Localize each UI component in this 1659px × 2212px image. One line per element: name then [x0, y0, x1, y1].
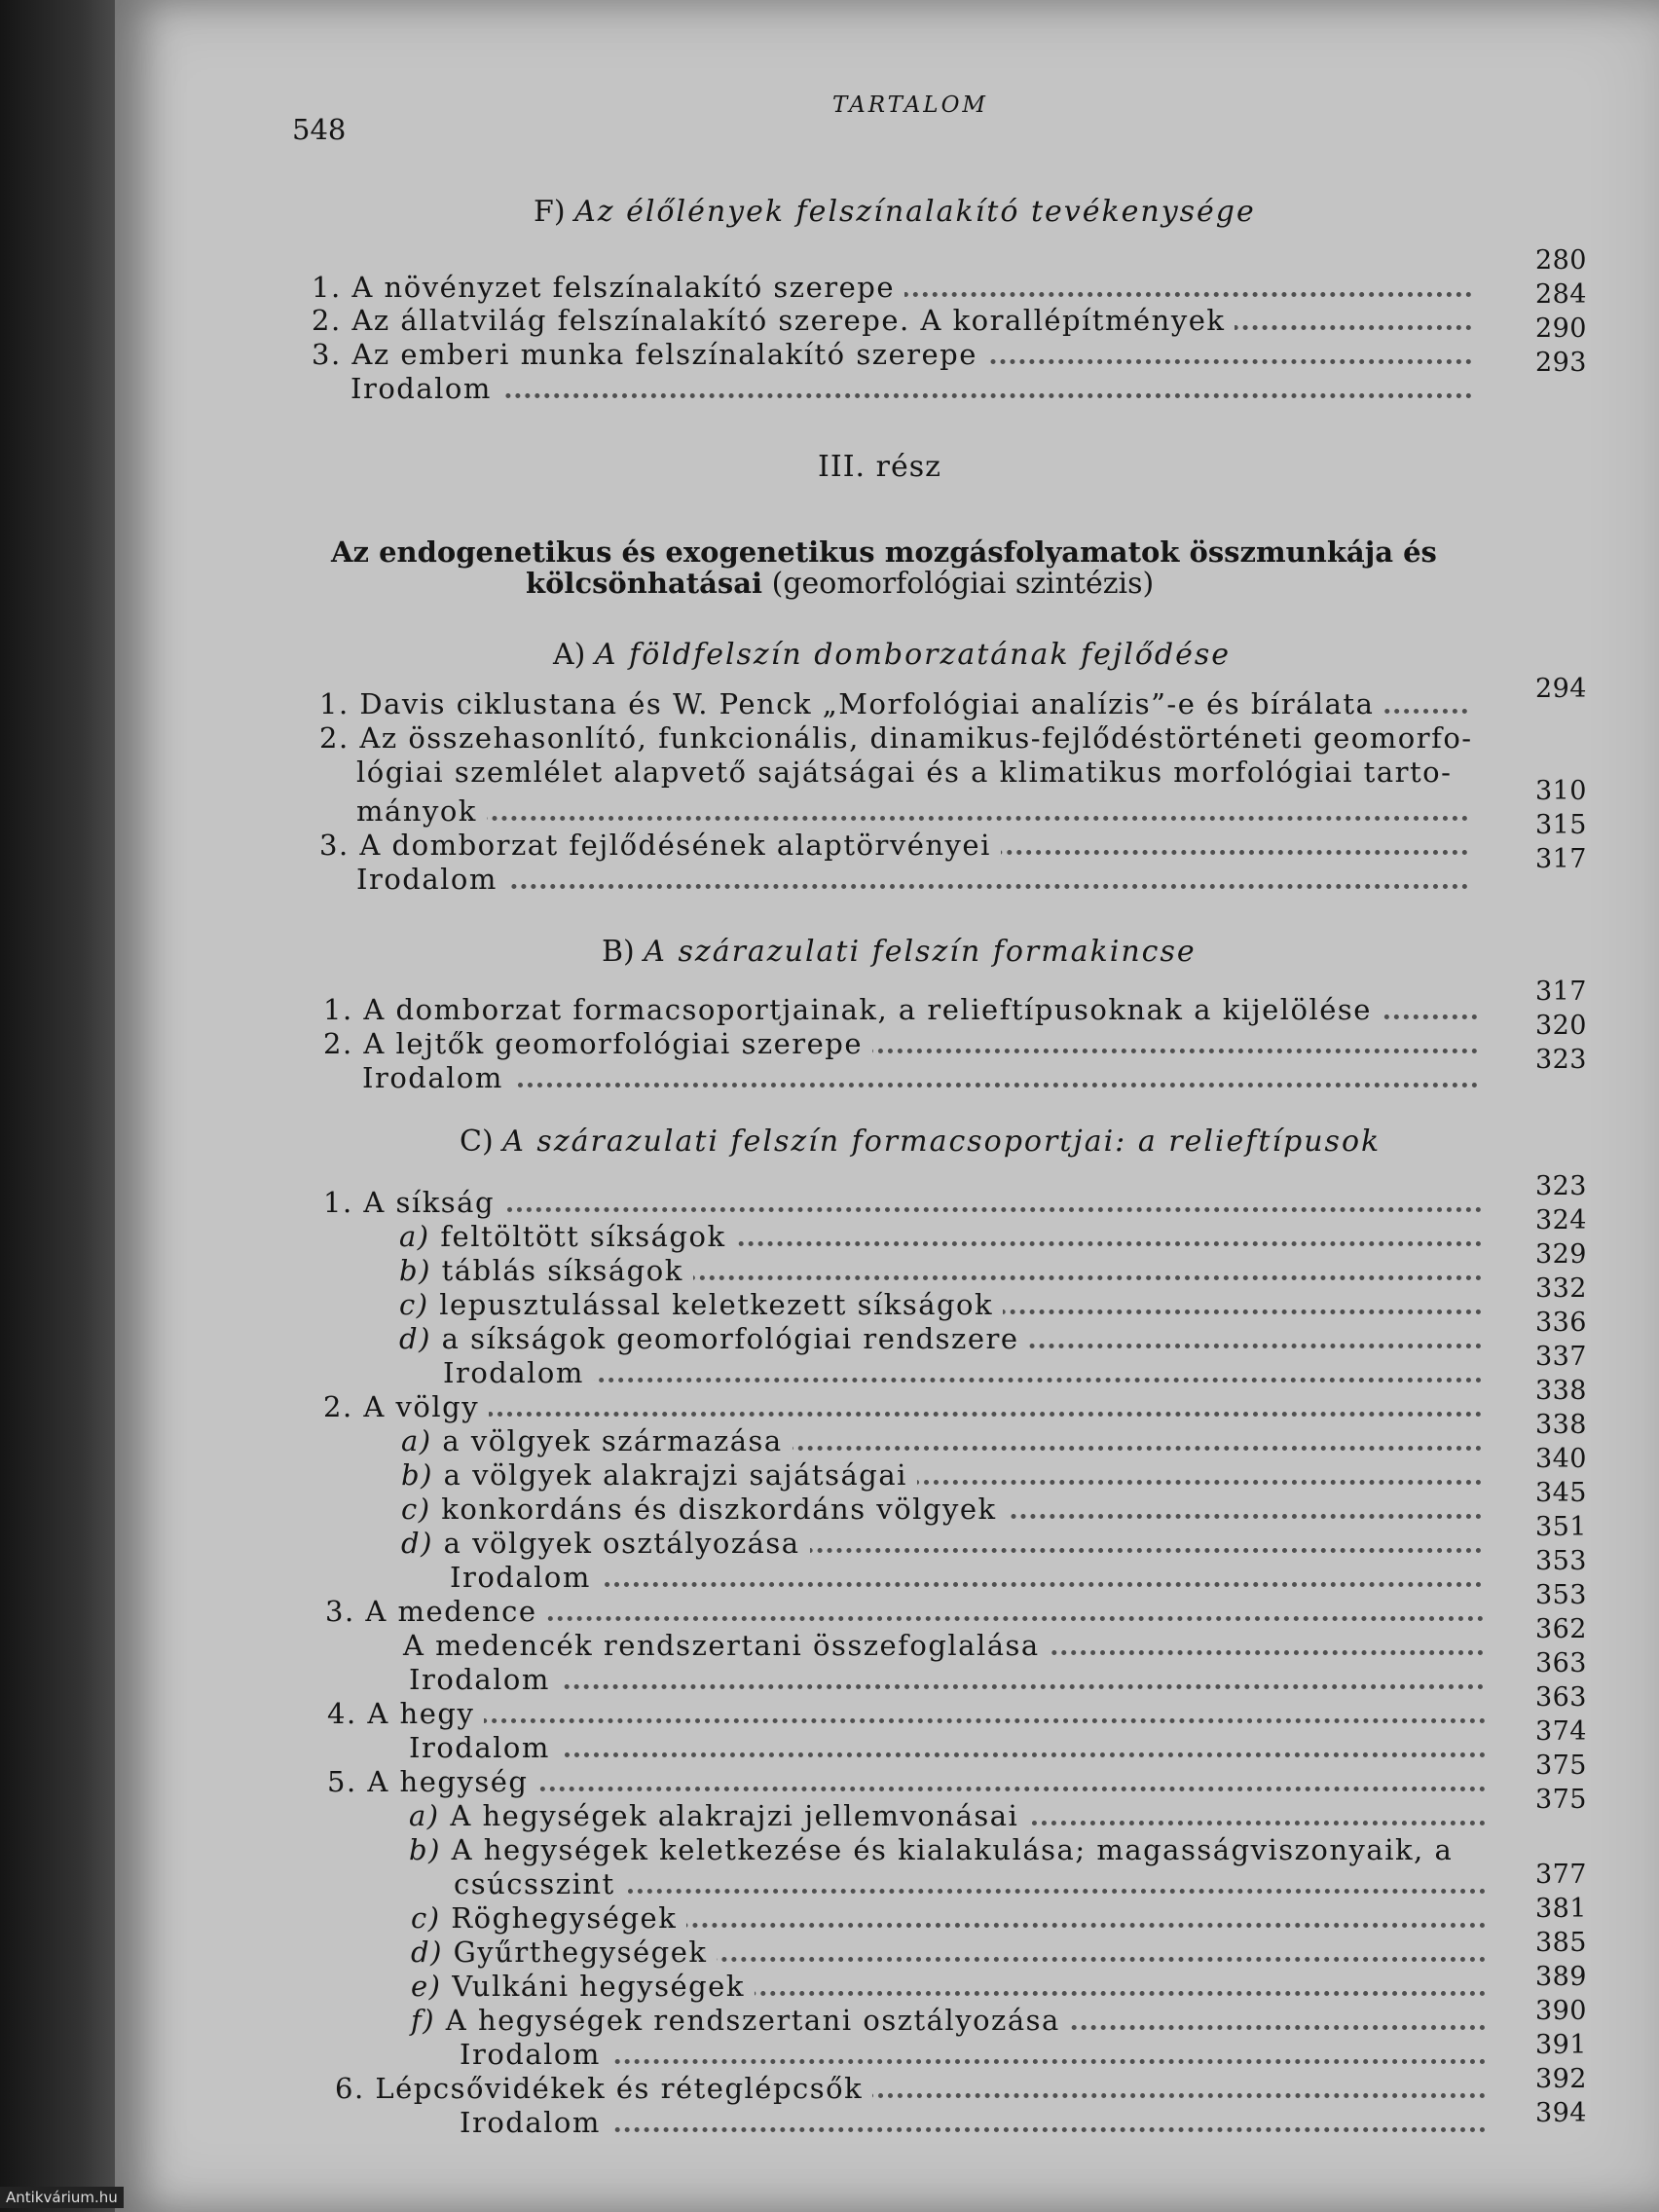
- entry-label: lógiai szemlélet alapvető sajátságai és a klimatikus morfológiai tarto-: [356, 756, 1453, 789]
- entry-label: konkordáns és diszkordáns völgyek: [441, 1493, 997, 1526]
- toc-entry[interactable]: [327, 1697, 1486, 1730]
- toc-entry[interactable]: [362, 1061, 1478, 1094]
- page-ref: 336: [1534, 1308, 1587, 1338]
- entry-number: 2.: [323, 1027, 353, 1060]
- entry-number: 1.: [319, 687, 350, 720]
- toc-entry[interactable]: [319, 721, 1473, 755]
- toc-entry[interactable]: [399, 1288, 1482, 1321]
- entry-number: 3.: [319, 829, 350, 862]
- page-ref: 391: [1534, 2030, 1587, 2060]
- toc-entry[interactable]: [312, 338, 1472, 371]
- page-ref: 340: [1534, 1444, 1587, 1474]
- page-ref: 390: [1534, 1996, 1587, 2026]
- entry-label: Röghegységek: [451, 1901, 678, 1935]
- toc-entry[interactable]: [312, 304, 1472, 337]
- entry-label: Irodalom: [362, 1061, 503, 1094]
- entry-number: b): [399, 1254, 431, 1287]
- entry-number: b): [401, 1458, 433, 1492]
- entry-label: Vulkáni hegységek: [452, 1970, 745, 2003]
- page-ref: 329: [1534, 1239, 1587, 1270]
- page-ref: 338: [1534, 1410, 1587, 1440]
- entry-label: A hegy: [367, 1697, 475, 1730]
- toc-entry[interactable]: [411, 1901, 1486, 1935]
- entry-label: A völgy: [363, 1390, 480, 1423]
- page-ref: 324: [1534, 1205, 1587, 1235]
- entry-number: 4.: [327, 1697, 357, 1730]
- entry-label: a völgyek származása: [442, 1424, 783, 1457]
- entry-number: 3.: [325, 1595, 355, 1628]
- page-ref: 353: [1534, 1580, 1587, 1610]
- toc-entry[interactable]: [323, 1390, 1482, 1423]
- toc-entry[interactable]: [409, 1663, 1484, 1696]
- entry-number: 2.: [312, 304, 342, 337]
- entry-number: d): [401, 1527, 433, 1560]
- page-ref: 351: [1534, 1512, 1587, 1542]
- entry-label: A domborzat fejlődésének alaptörvényei: [359, 829, 991, 862]
- toc-entry[interactable]: [323, 993, 1478, 1026]
- section-heading-c: [460, 1124, 1381, 1159]
- page-ref: 375: [1534, 1751, 1587, 1781]
- entry-number: a): [401, 1424, 432, 1457]
- entry-label: a síkságok geomorfológiai rendszere: [441, 1322, 1019, 1355]
- page-ref: 315: [1534, 810, 1587, 840]
- entry-number: 3.: [312, 338, 342, 371]
- entry-label: Irodalom: [460, 2106, 601, 2139]
- entry-number: 2.: [319, 721, 350, 755]
- entry-number: c): [401, 1493, 431, 1526]
- page-ref: 375: [1534, 1785, 1587, 1815]
- entry-label: A síkság: [363, 1186, 496, 1219]
- entry-number: f): [411, 2004, 436, 2037]
- section-heading-f: [534, 195, 1256, 229]
- page-ref: 363: [1534, 1648, 1587, 1678]
- entry-label: mányok: [356, 794, 477, 828]
- toc-entry[interactable]: [312, 271, 1472, 304]
- entry-label: A hegységek keletkezése és kialakulása; magasságviszonyaik, a: [451, 1833, 1454, 1866]
- entry-label: Irodalom: [443, 1356, 584, 1389]
- watermark: Antikvárium.hu: [0, 2187, 124, 2208]
- toc-entry[interactable]: [356, 794, 1468, 828]
- entry-number: c): [399, 1288, 429, 1321]
- entry-label: A hegységek alakrajzi jellemvonásai: [450, 1799, 1019, 1832]
- entry-label: Irodalom: [409, 1663, 550, 1696]
- page-ref: 363: [1534, 1682, 1587, 1713]
- page-ref: 284: [1534, 279, 1587, 310]
- toc-entry[interactable]: [323, 1186, 1482, 1219]
- toc-entry[interactable]: [403, 1629, 1484, 1662]
- toc-entry[interactable]: [323, 1027, 1478, 1060]
- section-letter: C): [460, 1124, 494, 1159]
- toc-entry[interactable]: [356, 863, 1468, 896]
- page-ref: 317: [1534, 977, 1587, 1007]
- section-heading-a: [553, 638, 1231, 672]
- entry-label: Irodalom: [409, 1731, 550, 1764]
- page-ref: 317: [1534, 844, 1587, 874]
- entry-label: csúcsszint: [454, 1867, 615, 1900]
- entry-label: A medencék rendszertani összefoglalása: [403, 1629, 1040, 1662]
- toc-entry[interactable]: [325, 1595, 1484, 1628]
- page-number: 548: [292, 113, 347, 146]
- toc-entry[interactable]: [399, 1220, 1482, 1253]
- entry-number: a): [399, 1220, 430, 1253]
- entry-label: feltöltött síkságok: [440, 1220, 726, 1253]
- page-ref: 280: [1534, 245, 1587, 276]
- entry-label: Gyűrthegységek: [453, 1936, 708, 1969]
- entry-number: 2.: [323, 1390, 353, 1423]
- toc-entry[interactable]: [399, 1322, 1482, 1355]
- toc-entry[interactable]: [401, 1458, 1482, 1492]
- page-ref: 320: [1534, 1011, 1587, 1041]
- entry-label: A lejtők geomorfológiai szerepe: [363, 1027, 864, 1060]
- book-spine-shadow: [0, 0, 115, 2212]
- section-letter: B): [602, 935, 635, 969]
- entry-label: A növényzet felszínalakító szerepe: [351, 271, 895, 304]
- toc-entry[interactable]: [411, 2004, 1486, 2037]
- section-heading-b: [602, 935, 1197, 969]
- toc-entry[interactable]: [450, 1561, 1482, 1594]
- entry-label: Irodalom: [450, 1561, 591, 1594]
- entry-number: 1.: [323, 993, 353, 1026]
- entry-label: Irodalom: [460, 2038, 601, 2071]
- page-ref: 293: [1534, 348, 1587, 378]
- entry-label: Irodalom: [350, 372, 492, 405]
- entry-label: A domborzat formacsoportjainak, a relieftípusoknak a kijelölése: [363, 993, 1372, 1026]
- section-title: Az élőlények felszínalakító tevékenysége: [574, 195, 1256, 229]
- toc-entry[interactable]: [409, 1799, 1486, 1832]
- part-title-line-2: kölcsönhatásai (geomorfológiai szintézis): [526, 567, 1155, 601]
- entry-label: a völgyek alakrajzi sajátságai: [443, 1458, 907, 1492]
- running-head: TARTALOM: [832, 92, 988, 118]
- entry-number: 6.: [335, 2072, 365, 2105]
- toc-entry[interactable]: [401, 1493, 1482, 1526]
- entry-label: táblás síkságok: [441, 1254, 683, 1287]
- entry-label: lepusztulással keletkezett síkságok: [439, 1288, 994, 1321]
- entry-number: 1.: [323, 1186, 353, 1219]
- page-ref: 332: [1534, 1273, 1587, 1304]
- page-ref: 338: [1534, 1376, 1587, 1406]
- entry-number: c): [411, 1901, 441, 1935]
- toc-entry[interactable]: [454, 1867, 1486, 1900]
- toc-entry[interactable]: [409, 1731, 1486, 1764]
- toc-entry[interactable]: [399, 1254, 1482, 1287]
- entry-label: Irodalom: [356, 863, 498, 896]
- page-ref: 323: [1534, 1171, 1587, 1201]
- entry-number: a): [409, 1799, 440, 1832]
- toc-entry[interactable]: [319, 829, 1468, 862]
- page-ref: 310: [1534, 776, 1587, 806]
- entry-label: Davis ciklustana és W. Penck „Morfológiai analízis”-e és bírálata: [359, 687, 1375, 720]
- entry-label: Az emberi munka felszínalakító szerepe: [351, 338, 977, 371]
- entry-number: 1.: [312, 271, 342, 304]
- page-ref: 362: [1534, 1614, 1587, 1644]
- toc-entry[interactable]: [411, 1970, 1486, 2003]
- entry-label: Az állatvilág felszínalakító szerepe. A korallépítmények: [351, 304, 1226, 337]
- toc-entry[interactable]: [409, 1833, 1486, 1866]
- toc-entry[interactable]: [350, 372, 1472, 405]
- toc-entry[interactable]: [401, 1527, 1482, 1560]
- entry-label: A hegység: [367, 1765, 529, 1798]
- page-ref: 353: [1534, 1546, 1587, 1576]
- toc-entry[interactable]: [356, 756, 1468, 789]
- part-title-line-1: Az endogenetikus és exogenetikus mozgásfolyamatok összmunkája és: [331, 535, 1437, 569]
- entry-number: b): [409, 1833, 441, 1866]
- entry-label: Az összehasonlító, funkcionális, dinamikus-fejlődéstörténeti geomorfo-: [359, 721, 1473, 755]
- toc-entry[interactable]: [401, 1424, 1482, 1457]
- section-title: A szárazulati felszín formacsoportjai: a relieftípusok: [502, 1124, 1382, 1159]
- entry-label: A medence: [365, 1595, 537, 1628]
- toc-entry[interactable]: [319, 687, 1468, 720]
- page-ref: 385: [1534, 1928, 1587, 1958]
- section-title: A földfelszín domborzatának fejlődése: [594, 638, 1231, 672]
- page-ref: 392: [1534, 2064, 1587, 2094]
- toc-entry[interactable]: [460, 2106, 1486, 2139]
- entry-label: A hegységek rendszertani osztályozása: [445, 2004, 1060, 2037]
- section-title: A szárazulati felszín formakincse: [644, 935, 1197, 969]
- section-letter: A): [553, 638, 586, 672]
- entry-label: Lépcsővidékek és réteglépcsők: [375, 2072, 864, 2105]
- page-ref: 290: [1534, 313, 1587, 344]
- entry-number: 5.: [327, 1765, 357, 1798]
- part-number: III. rész: [818, 450, 941, 484]
- page-ref: 345: [1534, 1478, 1587, 1508]
- page-ref: 337: [1534, 1342, 1587, 1372]
- toc-entry[interactable]: [460, 2038, 1486, 2071]
- toc-entry[interactable]: [335, 2072, 1486, 2105]
- entry-number: d): [399, 1322, 431, 1355]
- page-ref: 374: [1534, 1716, 1587, 1747]
- toc-entry[interactable]: [411, 1936, 1486, 1969]
- page-ref: 381: [1534, 1894, 1587, 1924]
- toc-entry[interactable]: [443, 1356, 1482, 1389]
- page-ref: 377: [1534, 1860, 1587, 1890]
- page-ref: 294: [1534, 674, 1587, 704]
- entry-label: a völgyek osztályozása: [443, 1527, 800, 1560]
- page-ref: 323: [1534, 1045, 1587, 1075]
- entry-number: e): [411, 1970, 442, 2003]
- page-ref: 389: [1534, 1962, 1587, 1992]
- entry-number: d): [411, 1936, 443, 1969]
- page-ref: 394: [1534, 2098, 1587, 2128]
- toc-entry[interactable]: [327, 1765, 1486, 1798]
- section-letter: F): [534, 195, 566, 229]
